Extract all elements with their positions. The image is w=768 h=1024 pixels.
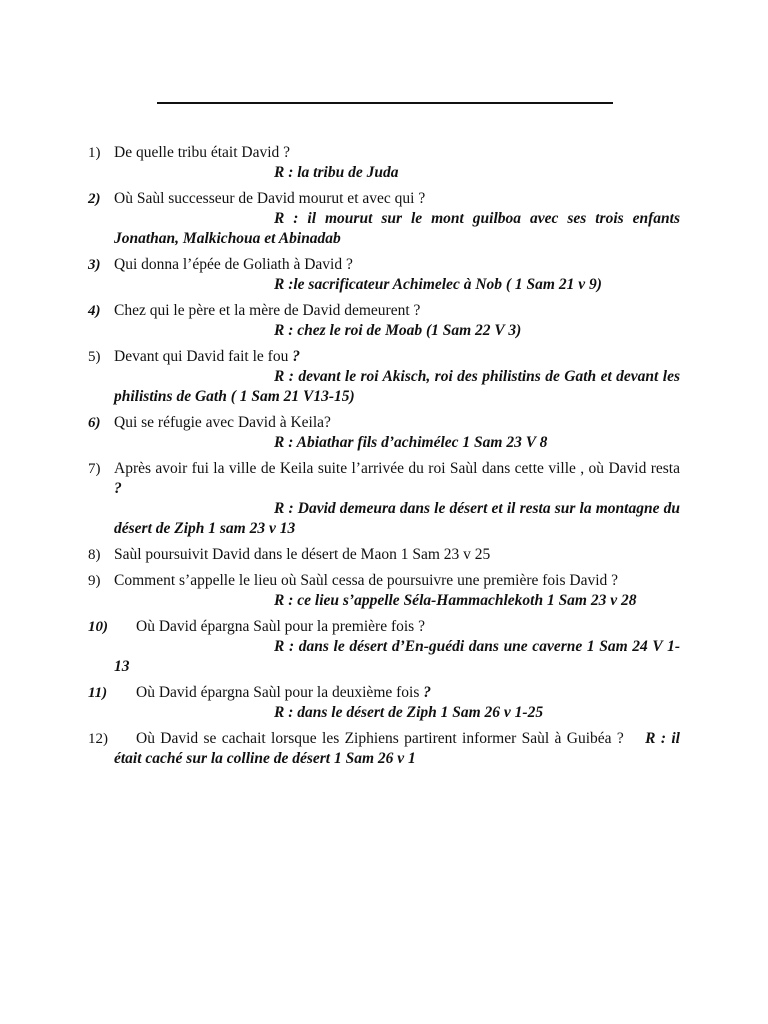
answer-text: R : il mourut sur le mont guilboa avec ses trois enfants Jonathan, Malkichoua et Abinadab: [114, 210, 680, 247]
question-mark: ?: [114, 480, 122, 497]
question-text: Qui donna l’épée de Goliath à David ?: [114, 256, 353, 273]
question-number: 5): [88, 349, 101, 365]
question-text: [114, 729, 680, 769]
question-text: [114, 347, 680, 367]
question-mark: ?: [288, 348, 300, 365]
question-body: Après avoir fui la ville de Keila suite l’arrivée du roi Saùl dans cette ville , où David resta: [114, 460, 680, 477]
question-item-8: [88, 545, 680, 565]
question-item-6: [88, 413, 680, 453]
question-item-9: [88, 571, 680, 611]
question-body: Où David épargna Saùl pour la deuxième fois: [136, 684, 420, 701]
answer-text: R : la tribu de Juda: [274, 164, 399, 181]
question-item-5: [88, 347, 680, 407]
question-number: 1): [88, 145, 101, 161]
question-item-7: [88, 459, 680, 539]
answer-text: R : dans le désert d’En-guédi dans une caverne 1 Sam 24 V 1- 13: [114, 638, 680, 675]
question-number: 9): [88, 573, 101, 589]
question-number: 6): [88, 415, 101, 431]
question-body: Devant qui David fait le fou: [114, 348, 289, 365]
question-item-12: [88, 729, 680, 769]
question-number: 2): [88, 191, 101, 207]
question-item-4: [88, 301, 680, 341]
question-text: [114, 459, 680, 499]
question-text: Saùl poursuivit David dans le désert de Maon 1 Sam 23 v 25: [114, 546, 491, 563]
answer-text: R : David demeura dans le désert et il resta sur la montagne du désert de Ziph 1 sam 23 v 13: [114, 500, 680, 537]
question-number: 8): [88, 547, 101, 563]
question-item-10: [88, 617, 680, 677]
answer-text: R : il était caché sur la colline de désert 1 Sam 26 v 1: [114, 730, 680, 767]
answer-text: R : ce lieu s’appelle Séla-Hammachlekoth 1 Sam 23 v 28: [274, 592, 637, 609]
header-rule: [157, 102, 613, 104]
question-item-3: [88, 255, 680, 295]
question-text: Comment s’appelle le lieu où Saùl cessa de poursuivre une première fois David ?: [114, 572, 619, 589]
question-item-1: [88, 143, 680, 183]
question-number: 7): [88, 461, 101, 477]
question-number: 4): [88, 303, 101, 319]
question-text: Où Saùl successeur de David mourut et avec qui ?: [114, 190, 426, 207]
question-number: 11): [88, 685, 108, 701]
question-text: Chez qui le père et la mère de David demeurent ?: [114, 302, 421, 319]
question-number: 10): [88, 619, 108, 635]
question-mark: ?: [419, 684, 431, 701]
question-number: 3): [88, 257, 101, 273]
question-text: [114, 683, 680, 703]
question-item-2: [88, 189, 680, 249]
question-list: [88, 143, 680, 775]
question-item-11: [88, 683, 680, 723]
answer-text: R :le sacrificateur Achimelec à Nob ( 1 Sam 21 v 9): [274, 276, 602, 293]
question-text: De quelle tribu était David ?: [114, 144, 291, 161]
answer-text: R : chez le roi de Moab (1 Sam 22 V 3): [274, 322, 522, 339]
answer-text: R : devant le roi Akisch, roi des philistins de Gath et devant les philistins de Gath ( 1 Sam 21 V13-15): [114, 368, 680, 405]
answer-text: R : Abiathar fils d’achimélec 1 Sam 23 V 8: [274, 434, 548, 451]
question-text: Qui se réfugie avec David à Keila?: [114, 414, 331, 431]
question-text: Où David épargna Saùl pour la première fois ?: [136, 618, 425, 635]
question-number: 12): [88, 731, 108, 747]
answer-text: R : dans le désert de Ziph 1 Sam 26 v 1-25: [274, 704, 544, 721]
question-body: Où David se cachait lorsque les Ziphiens partirent informer Saùl à Guibéa ?: [136, 730, 624, 747]
